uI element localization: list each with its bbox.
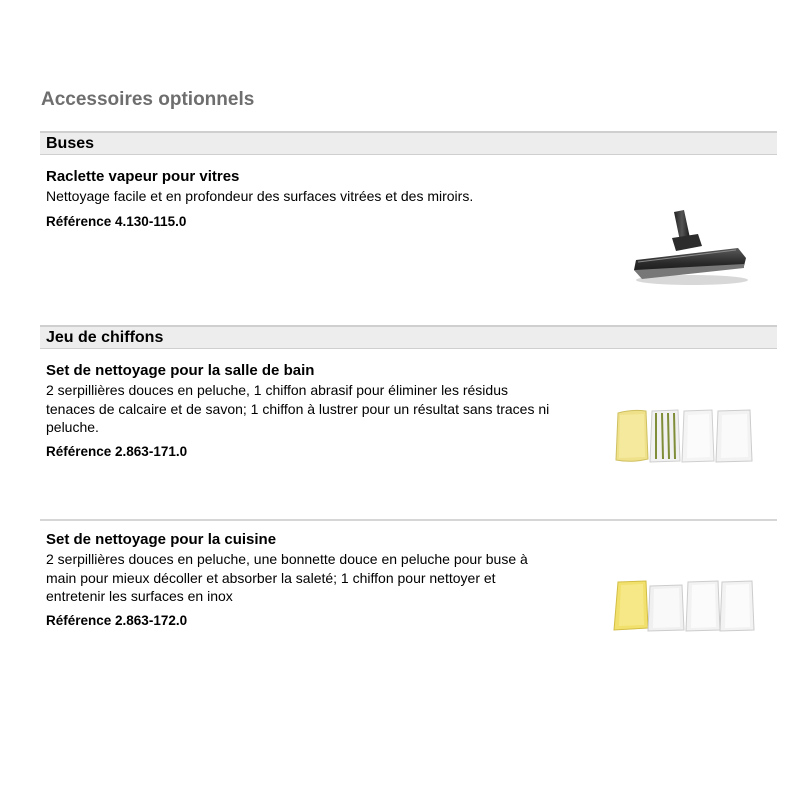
product-window-squeegee xyxy=(46,168,606,229)
product-description-line: 2 serpillières douces en peluche, 1 chiffon abrasif pour éliminer les résidus xyxy=(46,382,508,398)
product-description-line: main pour mieux décoller et absorber la saleté; 1 chiffon pour nettoyer et xyxy=(46,569,496,586)
product-title: Set de nettoyage pour la cuisine xyxy=(46,531,277,548)
product-description-line: peluche. xyxy=(46,419,99,435)
product-reference: Référence 2.863-172.0 xyxy=(46,612,188,628)
product-reference: Référence 4.130-115.0 xyxy=(46,213,187,229)
product-title: Set de nettoyage pour la salle de bain xyxy=(46,362,315,379)
product-divider xyxy=(40,519,777,521)
product-description-line: entretenir les surfaces en inox xyxy=(46,588,233,604)
product-reference: Référence 2.863-171.0 xyxy=(46,443,188,459)
product-bathroom-set xyxy=(46,362,606,459)
section-header-cloth-sets: Jeu de chiffons xyxy=(40,325,777,349)
product-description-line: tenaces de calcaire et de savon; 1 chiffon à lustrer pour un résultat sans traces ni xyxy=(46,400,550,417)
product-title: Raclette vapeur pour vitres xyxy=(46,168,240,185)
window-squeegee-nozzle-image xyxy=(628,208,752,288)
product-kitchen-set xyxy=(46,531,606,628)
kitchen-cloth-set-image xyxy=(610,576,758,634)
bathroom-cloth-set-image xyxy=(612,405,758,467)
product-description: Nettoyage facile et en profondeur des surfaces vitrées et des miroirs. xyxy=(46,188,474,204)
product-description-line: 2 serpillières douces en peluche, une bonnette douce en peluche pour buse à xyxy=(46,551,528,567)
page-title: Accessoires optionnels xyxy=(41,89,255,110)
section-header-buses: Buses xyxy=(40,131,777,155)
